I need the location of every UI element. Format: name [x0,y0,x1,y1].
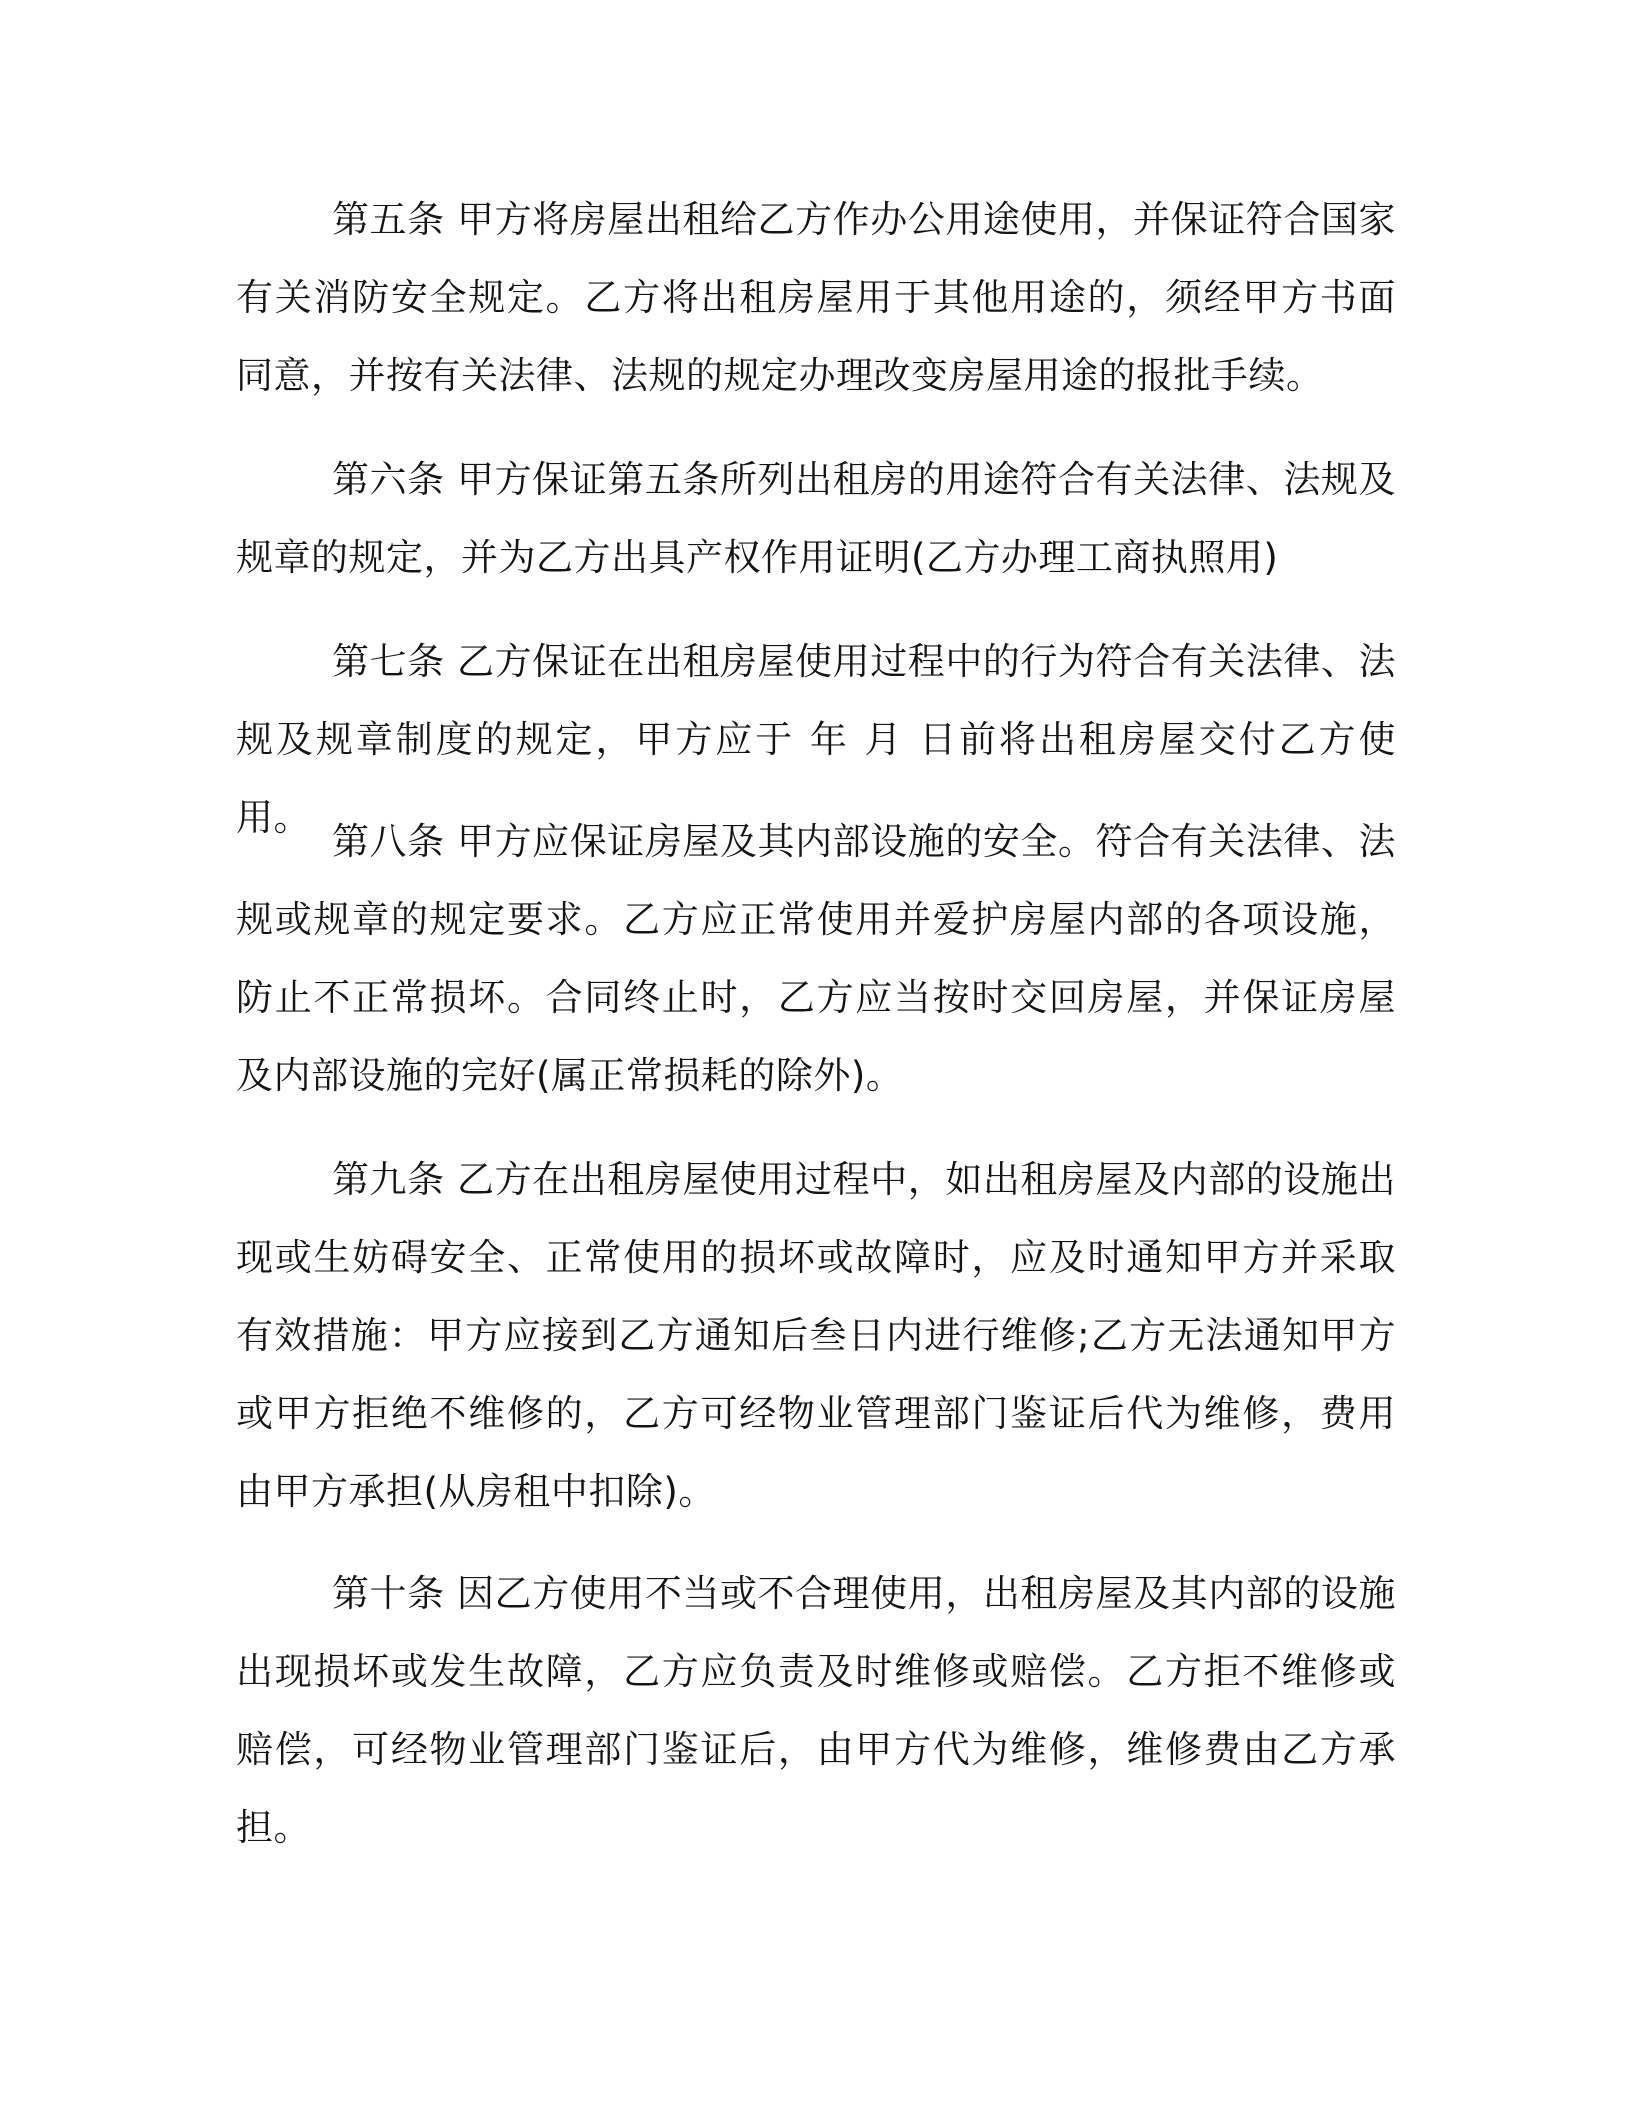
article-10-paragraph: 第十条 因乙方使用不当或不合理使用，出租房屋及其内部的设施出现损坏或发生故障，乙方应负责及时维修或赔偿。乙方拒不维修或赔偿，可经物业管理部门鉴证后，由甲方代为维修，维修费由乙方承担。 [236,1572,1396,1849]
article-6-paragraph: 第六条 甲方保证第五条所列出租房的用途符合有关法律、法规及规章的规定，并为乙方出具产权作用证明(乙方办理工商执照用) [236,458,1396,579]
article-5-paragraph: 第五条 甲方将房屋出租给乙方作办公用途使用，并保证符合国家有关消防安全规定。乙方将出租房屋用于其他用途的，须经甲方书面同意，并按有关法律、法规的规定办理改变房屋用途的报批手续。 [236,198,1396,397]
article-9-paragraph: 第九条 乙方在出租房屋使用过程中，如出租房屋及内部的设施出现或生妨碍安全、正常使用的损坏或故障时，应及时通知甲方并采取有效措施：甲方应接到乙方通知后叁日内进行维修;乙方无法通知甲方或甲方拒绝不维修的，乙方可经物业管理部门鉴证后代为维修，费用由甲方承担(从房租中扣除)。 [236,1158,1396,1513]
article-7-paragraph: 第七条 乙方保证在出租房屋使用过程中的行为符合有关法律、法规及规章制度的规定，甲方应于 年 月 日前将出租房屋交付乙方使用。 [236,640,1396,839]
article-8-paragraph: 第八条 甲方应保证房屋及其内部设施的安全。符合有关法律、法规或规章的规定要求。乙方应正常使用并爱护房屋内部的各项设施，防止不正常损坏。合同终止时，乙方应当按时交回房屋，并保证房屋及内部设施的完好(属正常损耗的除外)。 [236,820,1396,1097]
